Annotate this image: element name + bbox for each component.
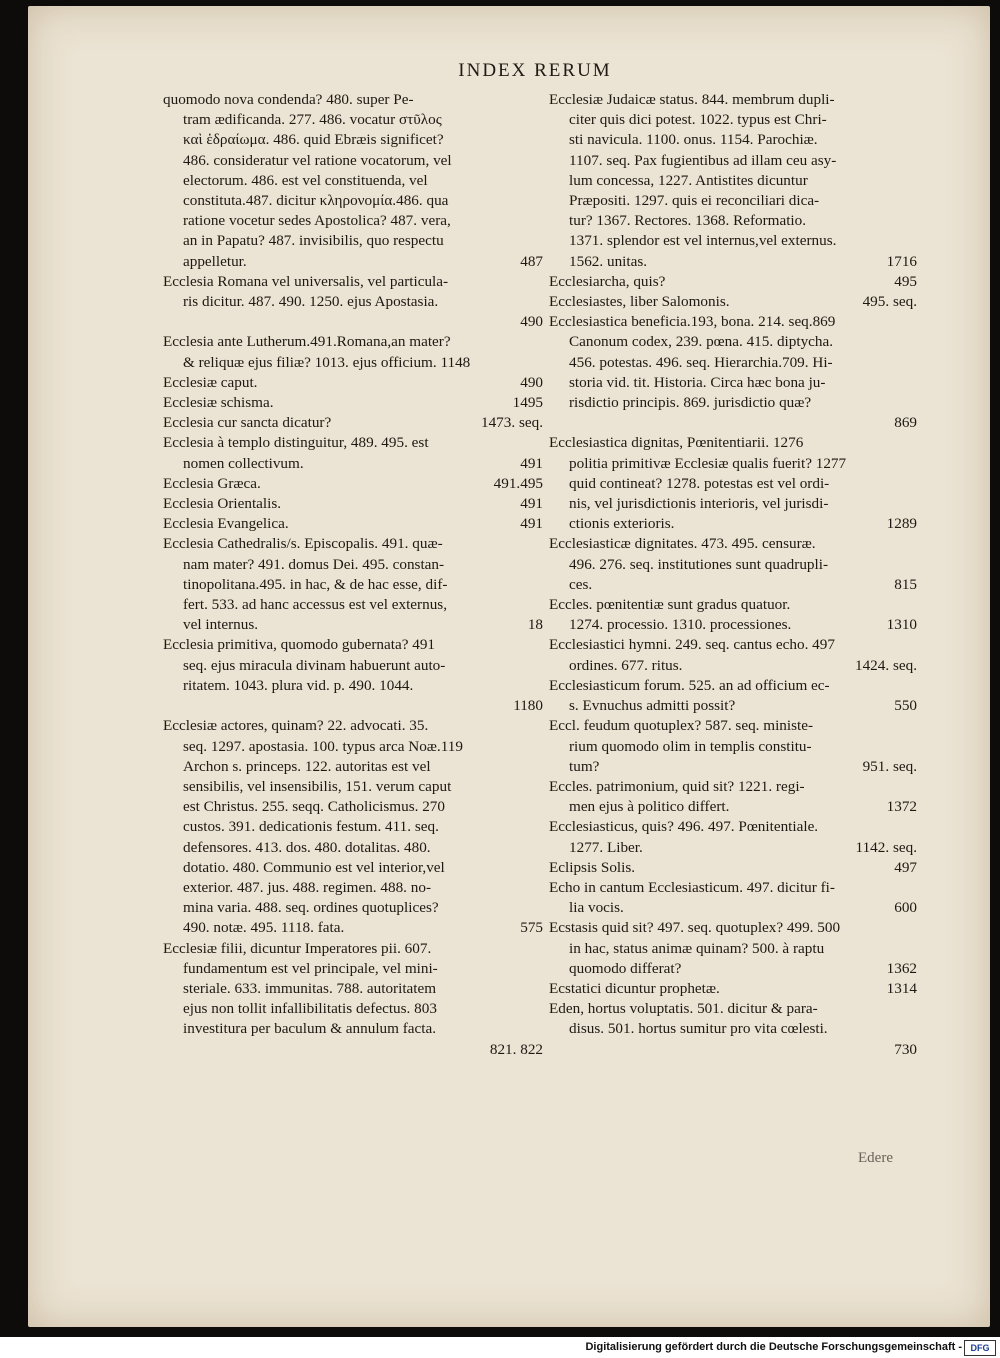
entry-line: Ecclesiæ Judaicæ status. 844. membrum dupli-: [549, 91, 835, 108]
entry-line: ejus non tollit infallibilitatis defectus. 803: [183, 1000, 437, 1018]
index-entry: [549, 90, 917, 272]
index-entry: [549, 817, 917, 857]
entry-line-with-page: [569, 615, 917, 635]
entry-line-with-page: [569, 959, 917, 979]
entry-text: ces.: [569, 575, 593, 593]
page-reference: 821. 822: [489, 1040, 543, 1058]
entry-line: ratione vocetur sedes Apostolica? 487. vera,: [183, 212, 451, 230]
entry-line: citer quis dici potest. 1022. typus est Chri-: [569, 111, 827, 129]
entry-line-with-page: [569, 757, 917, 777]
entry-text: ctionis exterioris.: [569, 515, 675, 533]
entry-line-with-page: [163, 393, 543, 413]
index-entry: [163, 494, 543, 514]
entry-line: Echo in cantum Ecclesiasticum. 497. dicitur fi-: [549, 878, 835, 896]
entry-line: steriale. 633. immunitas. 788. autoritatem: [183, 979, 437, 997]
entry-line: est Christus. 255. seqq. Catholicismus. 270: [183, 798, 445, 816]
index-entry: [549, 676, 917, 716]
entry-text: vel internus.: [183, 616, 259, 634]
index-entry: [549, 292, 917, 312]
entry-line-with-page: [163, 494, 543, 514]
entry-line: nam mater? 491. domus Dei. 495. constan-: [183, 555, 445, 573]
entry-line-with-page: [183, 312, 543, 332]
entry-line: seq. ejus miracula divinam habuerunt auto-: [183, 656, 446, 674]
entry-line-with-page: [549, 979, 917, 999]
entry-line: in hac, status animæ quinam? 500. à raptu: [569, 939, 825, 957]
entry-line: Eccl. feudum quotuplex? 587. seq. ministe-: [549, 717, 814, 735]
entry-line: Ecclesiæ actores, quinam? 22. advocati. 35.: [163, 717, 429, 735]
page-reference: 1362: [886, 959, 917, 977]
page-reference: 550: [894, 697, 917, 715]
entry-line: Ecclesiastici hymni. 249. seq. cantus echo. 497: [549, 636, 835, 654]
entry-line-with-page: [163, 474, 543, 494]
page-reference: 951. seq.: [862, 757, 917, 775]
page-reference: 1473. seq.: [480, 414, 543, 432]
entry-line: ritatem. 1043. plura vid. p. 490. 1044.: [183, 676, 414, 694]
entry-line-with-page: [183, 696, 543, 716]
page-reference: 1424. seq.: [854, 656, 917, 674]
entry-line-with-page: [569, 514, 917, 534]
entry-line: quid contineat? 1278. potestas est vel ordi-: [569, 474, 830, 492]
index-entry: [549, 878, 917, 918]
index-entry: [163, 514, 543, 534]
entry-text: 1274. processio. 1310. processiones.: [569, 616, 792, 634]
entry-line-with-page: [183, 615, 543, 635]
entry-line: Ecclesia à templo distinguitur, 489. 495. est: [163, 434, 429, 452]
page-reference: 869: [894, 414, 917, 432]
entry-line-with-page: [569, 898, 917, 918]
page-reference: 490: [520, 313, 543, 331]
entry-line: disus. 501. hortus sumitur pro vita cœlesti.: [569, 1020, 828, 1038]
entry-line: & reliquæ ejus filiæ? 1013. ejus officium. 1148: [183, 353, 471, 371]
entry-text: ordines. 677. ritus.: [569, 656, 683, 674]
entry-line: 1371. splendor est vel internus,vel externus.: [569, 232, 837, 250]
entry-line: 1107. seq. Pax fugientibus ad illam ceu asy-: [569, 151, 837, 169]
index-entry: [549, 918, 917, 979]
page-reference: 491: [520, 454, 543, 472]
entry-line-with-page: [183, 918, 543, 938]
page-reference: 497: [894, 858, 917, 876]
entry-line: risdictio principis. 869. jurisdictio quæ?: [569, 394, 812, 412]
entry-line-with-page: [569, 696, 917, 716]
entry-text: nomen collectivum.: [183, 454, 304, 472]
page-reference: 1716: [886, 252, 917, 270]
entry-text: Ecclesia Græca.: [163, 474, 261, 492]
entry-text: quomodo differat?: [569, 959, 682, 977]
digitization-footer: [0, 1337, 1000, 1358]
page-reference: 1142. seq.: [855, 838, 917, 856]
index-entry: [549, 999, 917, 1060]
entry-line: καὶ ἑδραίωμα. 486. quid Ebræis significet?: [183, 131, 444, 149]
entry-line: Ecclesia ante Lutherum.491.Romana,an mater?: [163, 333, 451, 351]
entry-line-with-page: [569, 1040, 917, 1060]
entry-text: Eclipsis Solis.: [549, 858, 636, 876]
page-reference: 490: [520, 373, 543, 391]
entry-line: Eccles. patrimonium, quid sit? 1221. regi-: [549, 777, 805, 795]
page-reference: 495: [894, 272, 917, 290]
entry-text: men ejus à politico differt.: [569, 798, 730, 816]
entry-line: Archon s. princeps. 122. autoritas est vel: [183, 757, 431, 775]
index-entry: [549, 635, 917, 675]
entry-line: Ecclesia primitiva, quomodo gubernata? 491: [163, 636, 436, 654]
entry-text: tum?: [569, 757, 600, 775]
entry-line-with-page: [183, 454, 543, 474]
entry-line: tinopolitana.495. in hac, & de hac esse, dif-: [183, 575, 448, 593]
page-reference: 575: [520, 919, 543, 937]
index-entry: [163, 716, 543, 938]
entry-line-with-page: [569, 575, 917, 595]
entry-line-with-page: [163, 373, 543, 393]
index-entry: [163, 534, 543, 635]
entry-text: lia vocis.: [569, 899, 624, 917]
entry-text: Ecclesia Orientalis.: [163, 495, 282, 513]
entry-line: fert. 533. ad hanc accessus est vel externus,: [183, 596, 447, 614]
entry-line: tram ædificanda. 277. 486. vocatur στῦλος: [183, 111, 442, 129]
entry-text: Ecclesia Evangelica.: [163, 515, 289, 533]
catchword: Edere: [858, 1150, 893, 1166]
entry-line: 456. potestas. 496. seq. Hierarchia.709. Hi-: [569, 353, 833, 371]
entry-line: lum concessa, 1227. Antistites dicuntur: [569, 171, 808, 189]
entry-line: sti navicula. 1100. onus. 1154. Parochiæ.: [569, 131, 818, 149]
entry-line: Præpositi. 1297. quis ei reconciliari dica-: [569, 192, 820, 210]
index-entry: [163, 332, 543, 372]
entry-line: rium quomodo olim in templis constitu-: [569, 737, 812, 755]
index-entry: [549, 716, 917, 777]
entry-line: sensibilis, vel insensibilis, 151. verum caput: [183, 777, 452, 795]
entry-line: nis, vel jurisdictionis interioris, vel jurisdi-: [569, 495, 829, 513]
index-entry: [549, 312, 917, 433]
entry-line: custos. 391. dedicationis festum. 411. seq.: [183, 818, 439, 836]
entry-line: ris dicitur. 487. 490. 1250. ejus Apostasia.: [183, 293, 439, 311]
entry-line: dotatio. 480. Communio est vel interior,vel: [183, 858, 445, 876]
entry-line: Ecclesiasticus, quis? 496. 497. Pœnitentiale.: [549, 818, 819, 836]
entry-line: storia vid. tit. Historia. Circa hæc bona ju-: [569, 373, 826, 391]
dfg-logo: DFG: [964, 1340, 996, 1356]
index-entry: [549, 777, 917, 817]
right-index-column: [549, 90, 917, 1060]
index-entry: [163, 474, 543, 494]
entry-line: seq. 1297. apostasia. 100. typus arca Noæ.119: [183, 737, 463, 755]
entry-line-with-page: [183, 1040, 543, 1060]
entry-text: Ecclesiastes, liber Salomonis.: [549, 293, 730, 311]
entry-line: tur? 1367. Rectores. 1368. Reformatio.: [569, 212, 807, 230]
entry-line-with-page: [569, 656, 917, 676]
page-reference: 491: [520, 495, 543, 513]
footer-text: Digitalisierung gefördert durch die Deutsche Forschungsgemeinschaft -: [585, 1341, 962, 1353]
index-entry: [163, 90, 543, 272]
entry-line: Eccles. pœnitentiæ sunt gradus quatuor.: [549, 596, 791, 614]
entry-line-with-page: [183, 252, 543, 272]
index-entry: [549, 272, 917, 292]
page-header: INDEX RERUM: [458, 60, 612, 81]
entry-line-with-page: [549, 292, 917, 312]
entry-line: Ecstasis quid sit? 497. seq. quotuplex? 499. 500: [549, 919, 841, 937]
entry-line: Ecclesiæ filii, dicuntur Imperatores pii. 607.: [163, 939, 432, 957]
page-reference: 1495: [512, 394, 543, 412]
entry-text: Ecstatici dicuntur prophetæ.: [549, 979, 720, 997]
entry-text: s. Evnuchus admitti possit?: [569, 697, 736, 715]
index-entry: [163, 635, 543, 716]
entry-text: 490. notæ. 495. 1118. fata.: [183, 919, 345, 937]
entry-text: 1562. unitas.: [569, 252, 648, 270]
page-reference: 1289: [886, 515, 917, 533]
index-entry: [163, 393, 543, 413]
page-reference: 491.495: [493, 474, 543, 492]
entry-line: Eden, hortus voluptatis. 501. dicitur & para-: [549, 1000, 818, 1018]
index-entry: [163, 433, 543, 473]
index-entry: [163, 413, 543, 433]
index-entry: [163, 272, 543, 333]
page-reference: 730: [894, 1040, 917, 1058]
entry-line: constituta.487. dicitur κληρονομία.486. qua: [183, 192, 449, 210]
entry-text: Ecclesiæ caput.: [163, 373, 258, 391]
entry-line: electorum. 486. est vel constituenda, vel: [183, 171, 428, 189]
page-reference: 18: [527, 616, 543, 634]
entry-line: exterior. 487. jus. 488. regimen. 488. no-: [183, 878, 432, 896]
page-reference: 1372: [886, 798, 917, 816]
page-reference: 495. seq.: [862, 293, 917, 311]
entry-line: an in Papatu? 487. invisibilis, quo respectu: [183, 232, 444, 250]
index-entry: [549, 858, 917, 878]
entry-line: Canonum codex, 239. pœna. 415. diptycha.: [569, 333, 834, 351]
entry-line-with-page: [163, 413, 543, 433]
page-reference: 491: [520, 515, 543, 533]
entry-line: Ecclesiasticum forum. 525. an ad officium ec-: [549, 676, 830, 694]
entry-line: Ecclesia Cathedralis/s. Episcopalis. 491. quæ-: [163, 535, 443, 553]
entry-line: Ecclesia Romana vel universalis, vel particula-: [163, 272, 449, 290]
entry-line: quomodo nova condenda? 480. super Pe-: [163, 91, 414, 108]
entry-line: Ecclesiastica beneficia.193, bona. 214. seq.869: [549, 313, 836, 331]
entry-line-with-page: [569, 797, 917, 817]
entry-line: investitura per baculum & annulum facta.: [183, 1020, 437, 1038]
left-index-column: [163, 90, 543, 1060]
page-reference: 1314: [886, 979, 917, 997]
entry-text: Ecclesiæ schisma.: [163, 394, 274, 412]
entry-line-with-page: [549, 858, 917, 878]
entry-line: 496. 276. seq. institutiones sunt quadrupli-: [569, 555, 829, 573]
entry-text: appelletur.: [183, 252, 247, 270]
entry-line: Ecclesiasticæ dignitates. 473. 495. censuræ.: [549, 535, 816, 553]
entry-line: politia primitivæ Ecclesiæ qualis fuerit? 1277: [569, 454, 847, 472]
entry-line-with-page: [569, 252, 917, 272]
entry-line-with-page: [569, 838, 917, 858]
entry-line-with-page: [569, 413, 917, 433]
index-entry: [163, 373, 543, 393]
index-entry: [549, 595, 917, 635]
entry-text: 1277. Liber.: [569, 838, 643, 856]
page-reference: 1180: [513, 697, 543, 715]
entry-line: 486. consideratur vel ratione vocatorum, vel: [183, 151, 452, 169]
entry-line: mina varia. 488. seq. ordines quotuplices?: [183, 899, 439, 917]
page-reference: 815: [894, 575, 917, 593]
entry-line: defensores. 413. dos. 480. dotalitas. 480.: [183, 838, 431, 856]
index-entry: [549, 979, 917, 999]
page-reference: 487: [520, 252, 543, 270]
entry-line-with-page: [163, 514, 543, 534]
index-entry: [549, 534, 917, 595]
entry-line: fundamentum est vel principale, vel mini-: [183, 959, 438, 977]
index-entry: [549, 433, 917, 534]
page-reference: 600: [894, 899, 917, 917]
index-entry: [163, 939, 543, 1060]
page-reference: 1310: [886, 616, 917, 634]
entry-text: Ecclesiarcha, quis?: [549, 272, 666, 290]
entry-line: Ecclesiastica dignitas, Pœnitentiarii. 1276: [549, 434, 804, 452]
entry-text: Ecclesia cur sancta dicatur?: [163, 414, 332, 432]
entry-line-with-page: [549, 272, 917, 292]
